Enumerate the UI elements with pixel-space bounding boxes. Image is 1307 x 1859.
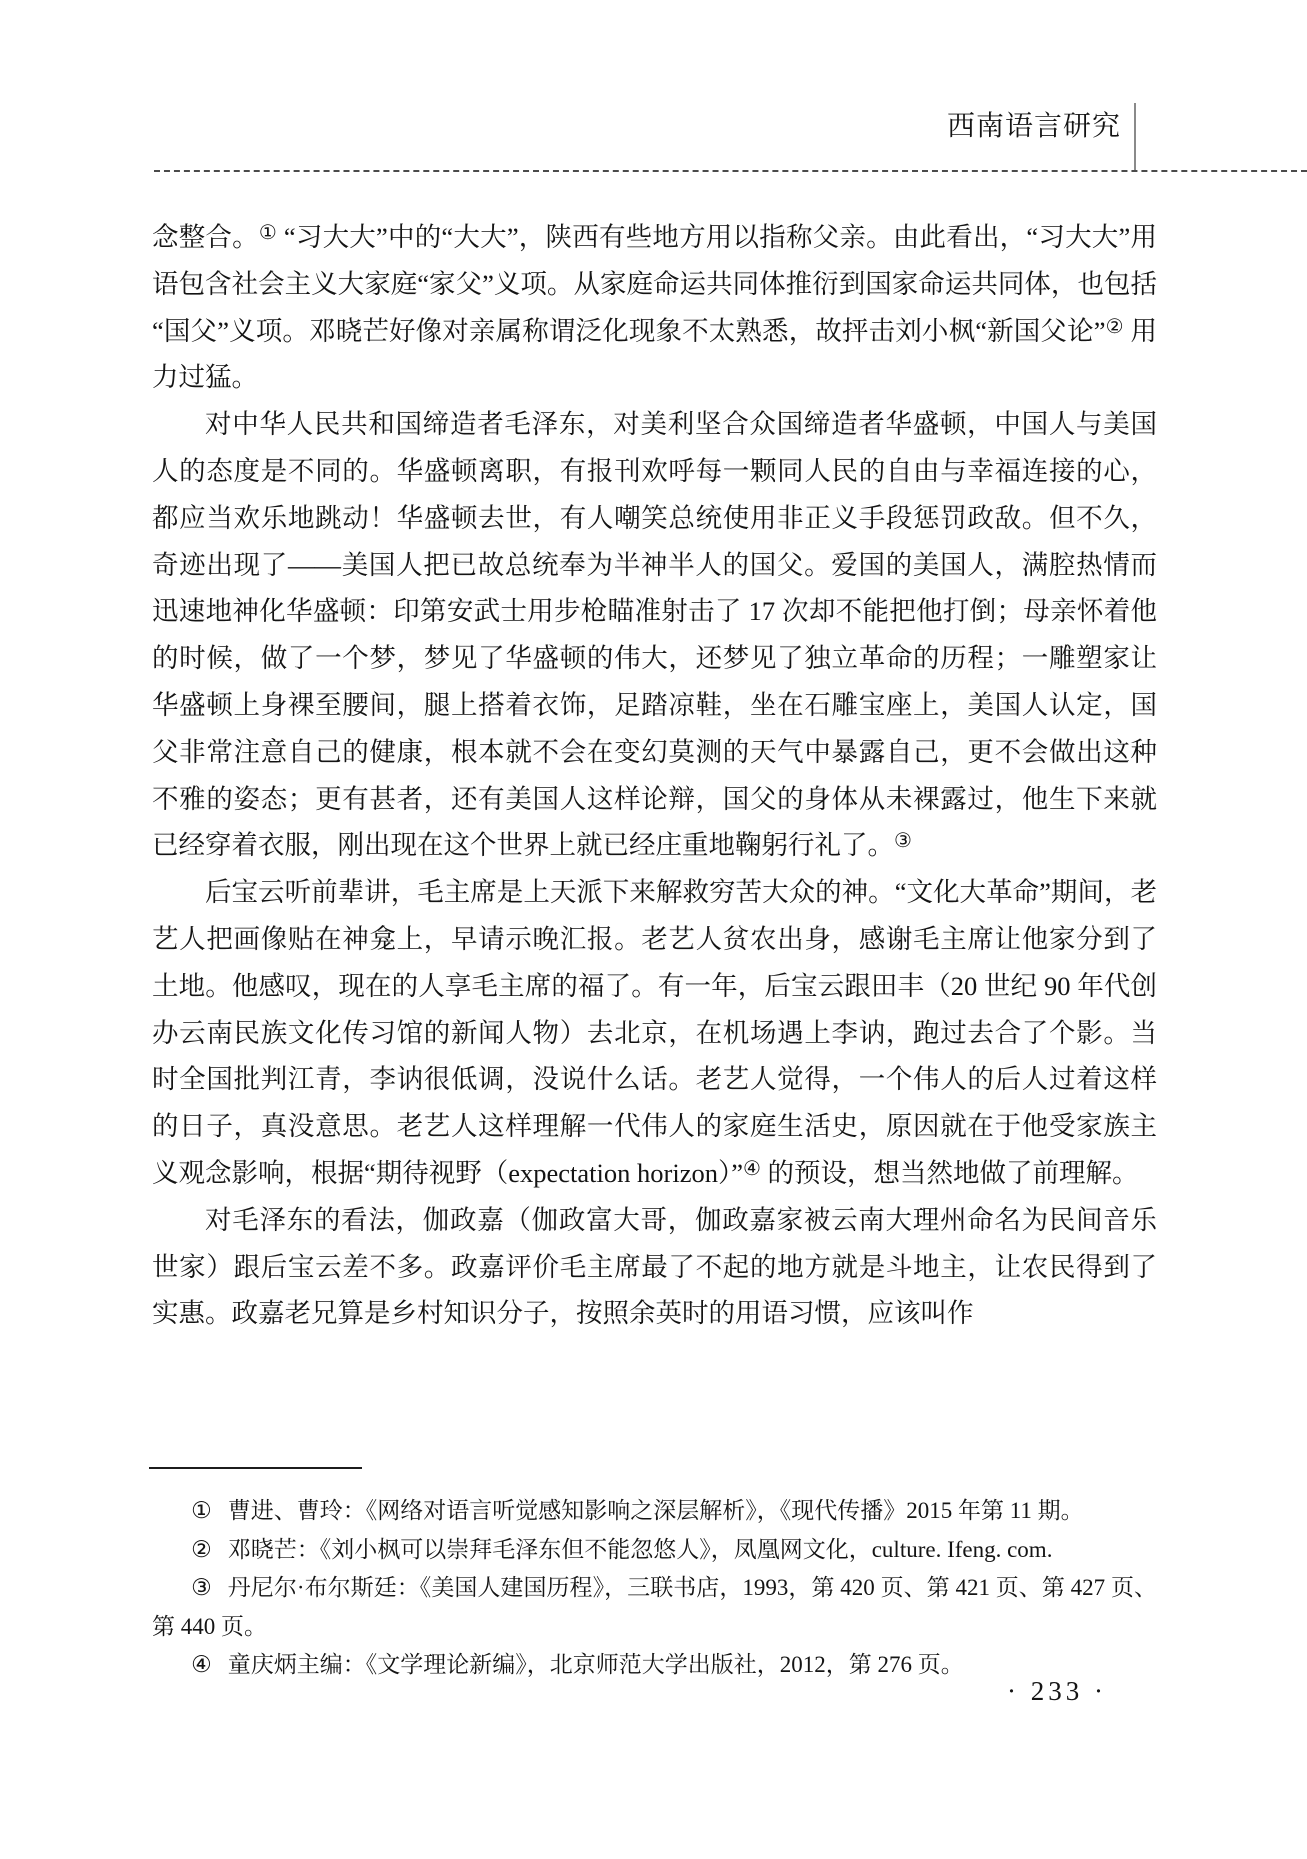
paragraph-1: [152, 214, 1157, 401]
footnote-text: 童庆炳主编：《文学理论新编》，北京师范大学出版社，2012，第 276 页。: [227, 1652, 964, 1677]
footnote-text: 曹进、曹玲：《网络对语言听觉感知影响之深层解析》，《现代传播》2015 年第 11 期。: [227, 1498, 1084, 1523]
paragraph-text: 用力过猛。: [152, 315, 1157, 393]
paragraph-4: [152, 1197, 1157, 1337]
paragraph-text: “习大大”中的“大大”，陕西有些地方用以指称父亲。由此看出，“习大大”用语包含社会主义大家庭“家父”义项。从家庭命运共同体推衍到国家命运共同体，也包括“国父”义项。邓晓芒好像对亲属称谓泛化现象不太熟悉，故抨击刘小枫“新国父论”: [152, 222, 1158, 346]
footnote-marker: ③: [191, 1575, 212, 1600]
footnote-ref: ①: [258, 222, 278, 244]
paragraph-2: [152, 401, 1157, 869]
footnote-item-2: [152, 1531, 1157, 1570]
paragraph-text: 的预设，想当然地做了前理解。: [760, 1157, 1139, 1188]
paragraph-3: [152, 869, 1157, 1197]
footnote-ref: ②: [1105, 315, 1124, 338]
header-vertical-rule: [1134, 103, 1136, 172]
running-head-title: 西南语言研究: [946, 111, 1121, 142]
paragraph-text: 对毛泽东的看法，伽政嘉（伽政富大哥，伽政嘉家被云南大理州命名为民间音乐世家）跟后宝云差不多。政嘉评价毛主席最了不起的地方就是斗地主，让农民得到了实惠。政嘉老兄算是乡村知识分子，按照余英时的用语习惯，应该叫作: [152, 1204, 1157, 1329]
footnote-text: 丹尼尔·布尔斯廷：《美国人建国历程》，三联书店，1993，第 420 页、第 421 页、第 427 页、第 440 页。: [152, 1575, 1157, 1639]
body-text: [152, 214, 1157, 1337]
footnote-ref: ③: [894, 830, 912, 853]
footnote-marker: ②: [191, 1536, 212, 1562]
page-number: · 233 ·: [1007, 1676, 1107, 1706]
header-dashed-divider: [154, 170, 1307, 172]
footnote-separator: [149, 1467, 362, 1469]
footnote-marker: ④: [191, 1652, 212, 1677]
paragraph-text: 念整合。: [152, 222, 259, 252]
footnote-item-3: [152, 1569, 1157, 1646]
footnote-text: 邓晓芒：《刘小枫可以崇拜毛泽东但不能忽悠人》，凤凰网文化，culture. Ifeng. com.: [227, 1536, 1053, 1562]
footnotes: [152, 1492, 1157, 1685]
footnote-ref: ④: [742, 1157, 761, 1180]
footnote-marker: ①: [191, 1498, 212, 1523]
paragraph-text: 后宝云听前辈讲，毛主席是上天派下来解救穷苦大众的神。“文化大革命”期间，老艺人把画像贴在神龛上，早请示晚汇报。老艺人贫农出身，感谢毛主席让他家分到了土地。他感叹，现在的人享毛主席的福了。有一年，后宝云跟田丰（20 世纪 90 年代创办云南民族文化传习馆的新闻人物）去北京，在机场遇上李讷，跑过去合了个影。当时全国批判江青，李讷很低调，没说什么话。老艺人觉得，一个伟人的后人过着这样的日子，真没意思。老艺人这样理解一代伟人的家庭生活史，原因就在于他受家族主义观念影响，根据“期待视野（expectation horizon）”: [152, 877, 1157, 1188]
paragraph-text: 对中华人民共和国缔造者毛泽东，对美利坚合众国缔造者华盛顿，中国人与美国人的态度是不同的。华盛顿离职，有报刊欢呼每一颗同人民的自由与幸福连接的心，都应当欢乐地跳动！华盛顿去世，有人嘲笑总统使用非正义手段惩罚政敌。但不久，奇迹出现了——美国人把已故总统奉为半神半人的国父。爱国的美国人，满腔热情而迅速地神化华盛顿：印第安武士用步枪瞄准射击了 17 次却不能把他打倒；母亲怀着他的时候，做了一个梦，梦见了华盛顿的伟大，还梦见了独立革命的历程；一雕塑家让华盛顿上身裸至腰间，腿上搭着衣饰，足踏凉鞋，坐在石雕宝座上，美国人认定，国父非常注意自己的健康，根本就不会在变幻莫测的天气中暴露自己，更不会做出这种不雅的姿态；更有甚者，还有美国人这样论辩，国父的身体从未裸露过，他生下来就已经穿着衣服，刚出现在这个世界上就已经庄重地鞠躬行礼了。: [152, 409, 1157, 861]
footnote-item-1: [152, 1492, 1157, 1531]
